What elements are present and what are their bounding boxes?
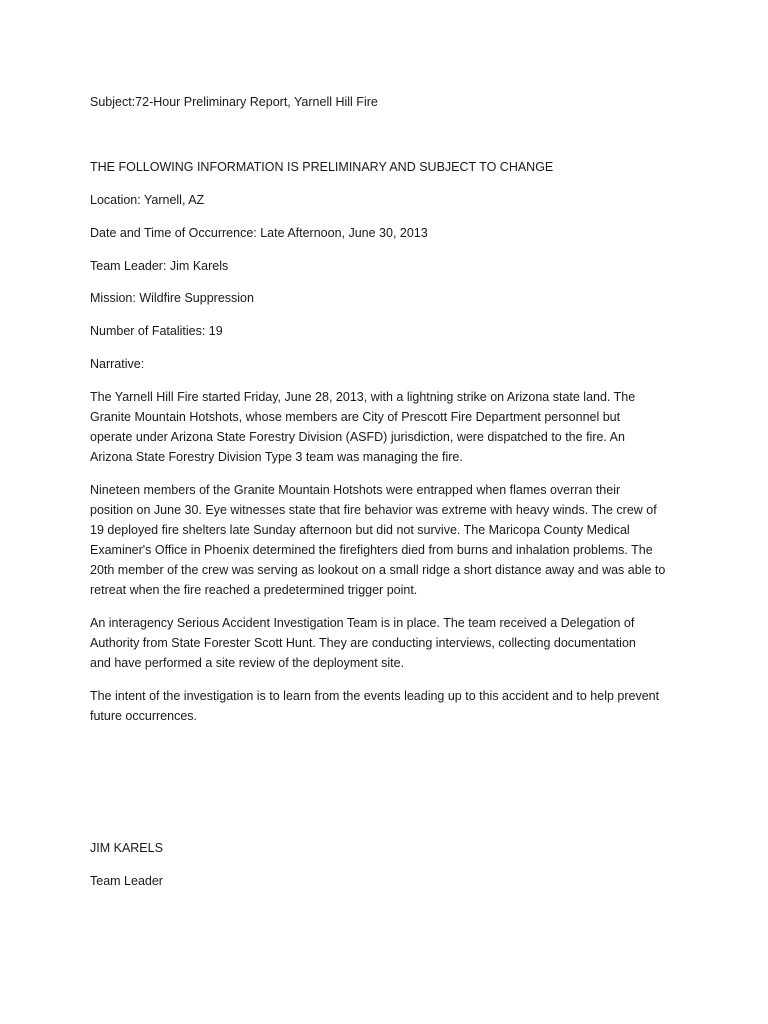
paragraph-line: Authority from State Forester Scott Hunt. They are conducting interviews, collecting documentation: [90, 636, 636, 650]
signature-name: JIM KARELS: [90, 841, 163, 855]
paragraph-line: future occurrences.: [90, 709, 197, 723]
paragraph-line: 19 deployed fire shelters late Sunday afternoon but did not survive. The Maricopa County Medical: [90, 523, 630, 537]
paragraph-line: The intent of the investigation is to learn from the events leading up to this accident and to help prevent: [90, 689, 660, 703]
subject-line: Subject:72-Hour Preliminary Report, Yarnell Hill Fire: [90, 95, 378, 109]
narrative-paragraph-1: [90, 387, 690, 467]
paragraph-line: and have performed a site review of the deployment site.: [90, 656, 405, 670]
signature-title: Team Leader: [90, 874, 163, 888]
narrative-paragraph-2: [90, 480, 690, 600]
preliminary-notice: THE FOLLOWING INFORMATION IS PRELIMINARY AND SUBJECT TO CHANGE: [90, 160, 554, 174]
paragraph-line: Nineteen members of the Granite Mountain Hotshots were entrapped when flames overran their: [90, 483, 621, 497]
paragraph-line: An interagency Serious Accident Investigation Team is in place. The team received a Delegation of: [90, 616, 635, 630]
paragraph-line: operate under Arizona State Forestry Division (ASFD) jurisdiction, were dispatched to the fire. An: [90, 430, 625, 444]
date-time-line: Date and Time of Occurrence: Late Afternoon, June 30, 2013: [90, 226, 428, 240]
location-line: Location: Yarnell, AZ: [90, 193, 205, 207]
paragraph-line: 20th member of the crew was serving as lookout on a small ridge a short distance away and was able to: [90, 563, 666, 577]
paragraph-line: Granite Mountain Hotshots, whose members are City of Prescott Fire Department personnel but: [90, 410, 621, 424]
narrative-label: Narrative:: [90, 357, 145, 371]
fatalities-line: Number of Fatalities: 19: [90, 324, 223, 338]
paragraph-line: Arizona State Forestry Division Type 3 team was managing the fire.: [90, 450, 463, 464]
team-leader-line: Team Leader: Jim Karels: [90, 259, 229, 273]
paragraph-line: Examiner's Office in Phoenix determined the firefighters died from burns and inhalation problems. The: [90, 543, 653, 557]
narrative-paragraph-3: [90, 613, 690, 673]
paragraph-line: position on June 30. Eye witnesses state that fire behavior was extreme with heavy winds. The crew of: [90, 503, 657, 517]
paragraph-line: The Yarnell Hill Fire started Friday, June 28, 2013, with a lightning strike on Arizona state land. The: [90, 390, 636, 404]
narrative-paragraph-4: [90, 686, 690, 726]
paragraph-line: retreat when the fire reached a predetermined trigger point.: [90, 583, 418, 597]
mission-line: Mission: Wildfire Suppression: [90, 291, 254, 305]
